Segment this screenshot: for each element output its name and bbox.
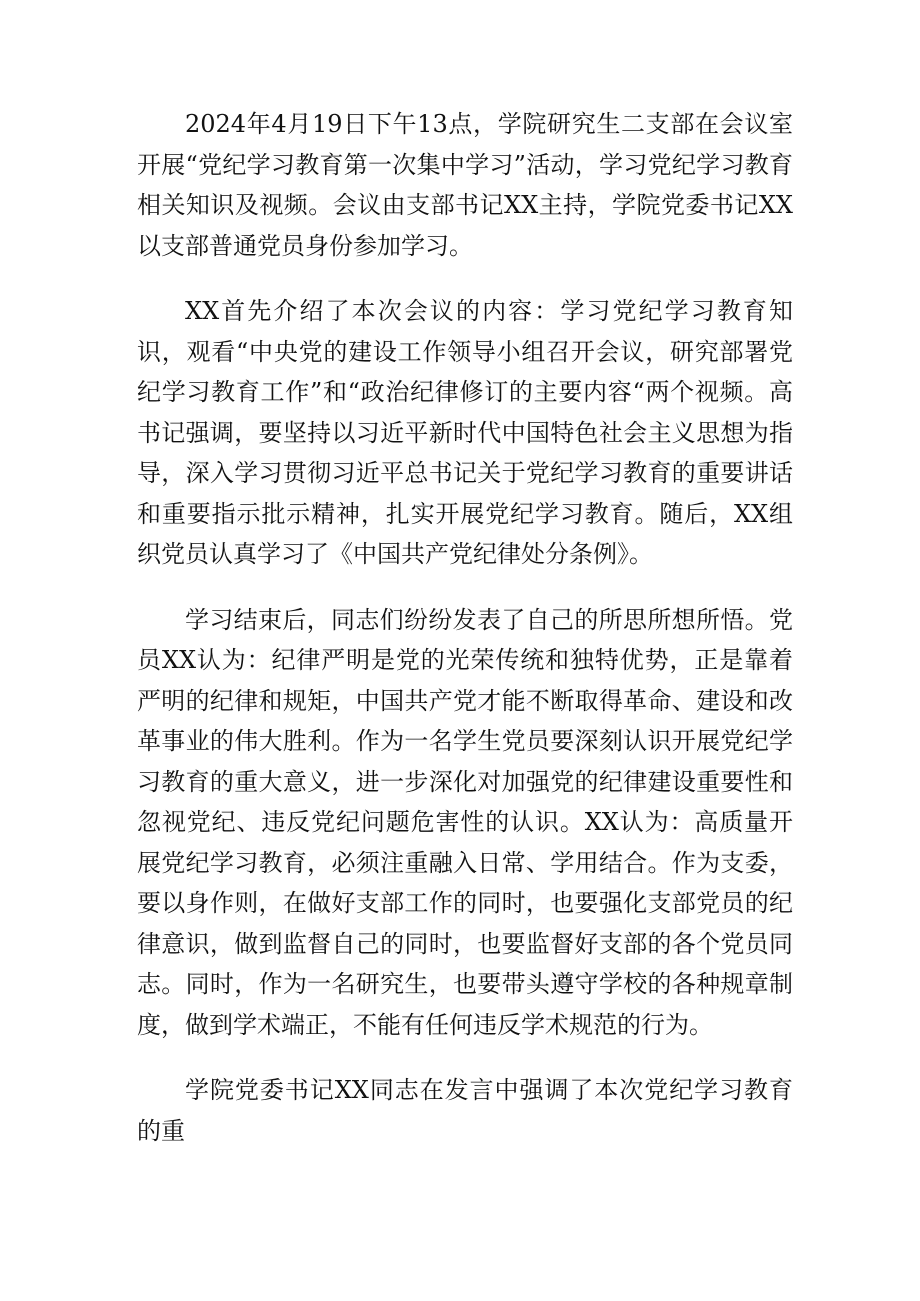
paragraph-member-reflections: 学习结束后，同志们纷纷发表了自己的所思所想所悟。党员XX认为：纪律严明是党的光荣传统和独特优势，正是靠着严明的纪律和规矩，中国共产党才能不断取得革命、建设和改革事业的伟大胜利。作为一名学生党员要深刻认识开展党纪学习教育的重大意义，进一步深化对加强党的纪律建设重要性和忽视党纪、违反党纪问题危害性的认识。XX认为：高质量开展党纪学习教育，必须注重融入日常、学用结合。作为支委，要以身作则，在做好支部工作的同时，也要强化支部党员的纪律意识，做到监督自己的同时，也要监督好支部的各个党员同志。同时，作为一名研究生，也要带头遵守学校的各种规章制度，做到学术端正，不能有任何违反学术规范的行为。 (137, 605, 793, 1039)
document-body (137, 104, 793, 1176)
paragraph-secretary-speech: 学院党委书记XX同志在发言中强调了本次党纪学习教育的重 (137, 1076, 793, 1145)
paragraph-meeting-intro: 2024年4月19日下午13点，学院研究生二支部在会议室开展“党纪学习教育第一次集中学习”活动，学习党纪学习教育相关知识及视频。会议由支部书记XX主持，学院党委书记XX以支部普通党员身份参加学习。 (137, 110, 793, 260)
paragraph-meeting-content: XX首先介绍了本次会议的内容：学习党纪学习教育知识，观看“中央党的建设工作领导小组召开会议，研究部署党纪学习教育工作”和“政治纪律修订的主要内容“两个视频。高书记强调，要坚持以习近平新时代中国特色社会主义思想为指导，深入学习贯彻习近平总书记关于党纪学习教育的重要讲话和重要指示批示精神，扎实开展党纪学习教育。随后，XX组织党员认真学习了《中国共产党纪律处分条例》。 (137, 297, 793, 568)
